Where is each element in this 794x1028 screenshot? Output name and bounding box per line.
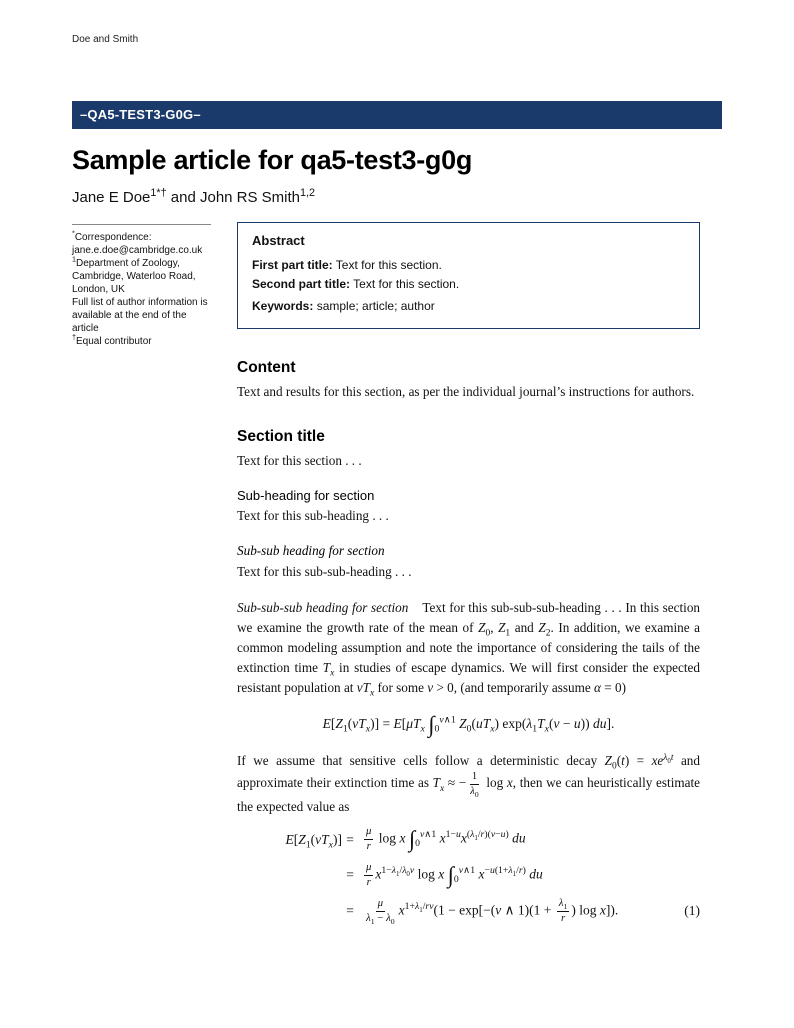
equals-sign: =: [346, 903, 354, 919]
equals-sign: =: [346, 831, 354, 847]
equals-sign: =: [346, 867, 354, 883]
equation-row: [237, 898, 700, 925]
equation-block-1: [237, 826, 700, 924]
abstract-item-text: Text for this section.: [335, 258, 442, 272]
journal-banner: –QA5-TEST3-G0G–: [72, 101, 722, 129]
abstract-box: [237, 222, 700, 329]
equation-number: (1): [684, 903, 700, 919]
run-in-heading: Sub-sub-sub heading for section: [237, 600, 409, 615]
display-equation: $E[Z_1(vT_x)] = E[\mu T_x$ $\int_0^{v\wedge 1}$ $Z_0(uT_x) \exp(\lambda_1T_x(v - u))$ du].: [322, 712, 615, 737]
affiliation-line-2: Cambridge, Waterloo Road,: [72, 271, 196, 282]
abstract-item-label: Second part title:: [252, 277, 351, 291]
abstract-item-first-part: [252, 256, 685, 275]
author-info-note-2: available at the end of the article: [72, 310, 187, 334]
subsection-paragraph: Text for this sub-heading . . .: [237, 508, 389, 523]
subsubsection-heading: Sub-sub heading for section: [237, 543, 385, 558]
abstract-heading: Abstract: [252, 233, 305, 248]
article-title: Sample article for qa5-test3-g0g: [72, 145, 473, 175]
author-line: Jane E Doe$^{1*\dagger}$ and John RS Smith$^{1,2}$: [72, 187, 316, 206]
author-info-note-1: Full list of author information is: [72, 297, 208, 308]
equation-rhs: $\frac{\mu}{r}$ log x $\int_0^{v\wedge 1}$ $x^{1-u}x^{(\lambda_1/r)(v-u)}$ du: [366, 825, 526, 853]
paragraph-body: Text for this sub-sub-sub-heading . . . In this section we examine the growth rate of the mean of $Z_0$, $Z_1$ and $Z_2$. In addition, we examine a common modeling assumption and note the importance of considering the tails of the extinction time $T_x$ in studies of escape dynamics. We will first consider the expected resistant population at $vT_x$ for some v > 0, (and temporarily assume α = 0): [237, 600, 701, 699]
content-paragraph: Text and results for this section, as per the individual journal’s instructions for authors.: [237, 384, 695, 399]
equation-row: [237, 826, 700, 853]
correspondence-label: *Correspondence:: [72, 228, 152, 243]
section-heading-content: Content: [237, 359, 296, 376]
abstract-item-keywords: [252, 297, 685, 316]
abstract-item-label: Keywords:: [252, 299, 314, 313]
abstract-item-label: First part title:: [252, 258, 333, 272]
subsection-heading: Sub-heading for section: [237, 488, 375, 503]
affiliation-line-1: $^1$Department of Zoology,: [72, 254, 180, 269]
sidebar-divider: [72, 224, 211, 225]
section-heading-title: Section title: [237, 428, 325, 445]
equation-rhs: $\frac{\mu}{\lambda_1 - \lambda_0}$ $x^{1+\lambda_1/rv}(1 - \exp[-(v$ ∧ 1)(1 + $\frac{\lambda_1}{r}$ ) log x]).: [366, 896, 619, 926]
abstract-item-text: sample; article; author: [316, 299, 435, 313]
abstract-item-text: Text for this section.: [353, 277, 460, 291]
subsubsection-paragraph: Text for this sub-sub-heading . . .: [237, 564, 412, 579]
after-equation-paragraph: If we assume that sensitive cells follow a deterministic decay $Z_0(t) = xe^{\lambda_0t}$ and approximate their extinction time as $T_x$ ≈ − $\frac{1}{\lambda_0}$ log x, then we can heuristically estimate the expected value as: [237, 752, 700, 815]
equation-lhs: $E[Z_1(vT_x)]$: [285, 831, 342, 851]
correspondence-email: jane.e.doe@cambridge.co.uk: [72, 245, 203, 256]
equal-contributor-note: †Equal contributor: [72, 332, 152, 347]
affiliation-line-3: London, UK: [72, 284, 125, 295]
abstract-item-second-part: [252, 275, 685, 294]
section-paragraph: Text for this section . . .: [237, 453, 362, 468]
running-head: Doe and Smith: [72, 34, 139, 45]
equation-rhs: $\frac{\mu}{r}$ $x^{1-\lambda_1/\lambda_0v}$ log x $\int_0^{v\wedge 1}$ $x^{-u(1+\lambda_1/r)}$ du: [366, 860, 543, 888]
margin-notes-column: [72, 222, 237, 933]
equation-row: [237, 862, 700, 889]
two-column-layout: [72, 222, 722, 933]
main-column: [237, 222, 722, 933]
paragraph-with-run-in-heading: [237, 598, 700, 698]
